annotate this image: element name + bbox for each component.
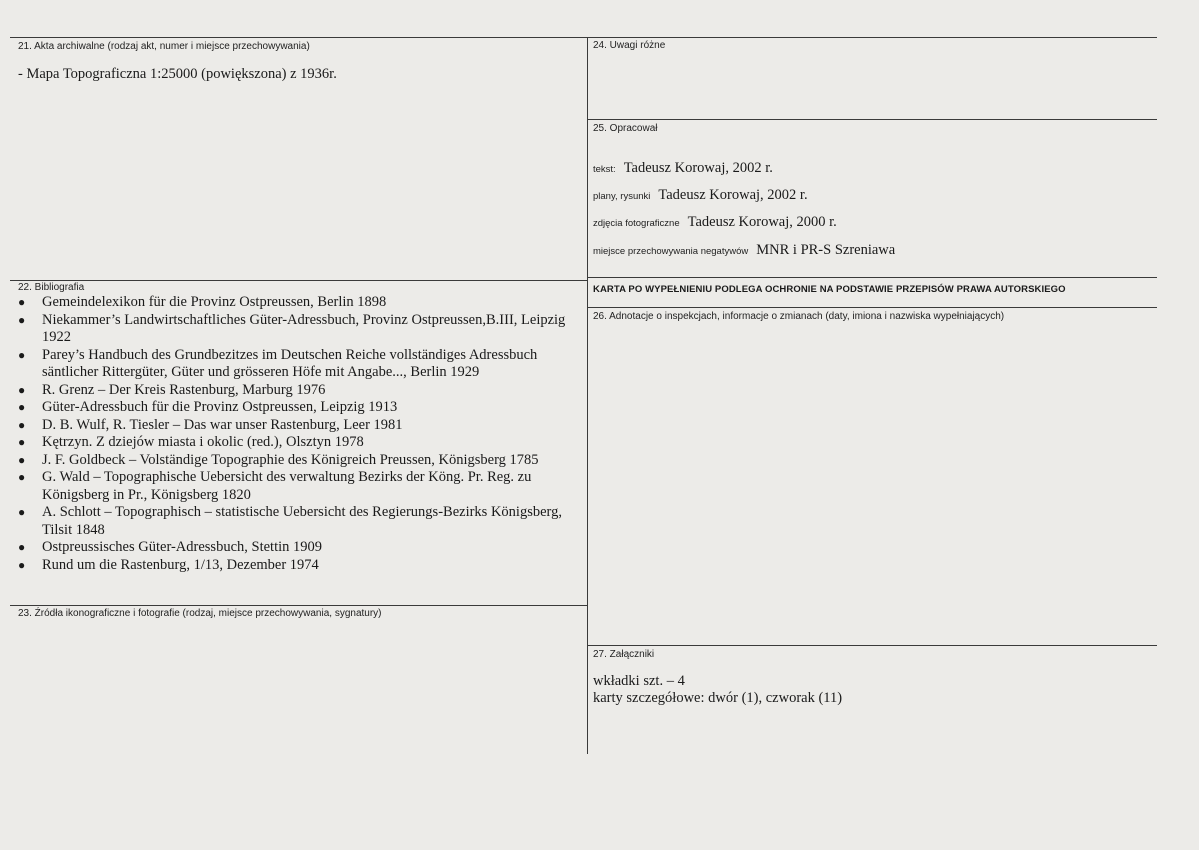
- list-item: ● J. F. Goldbeck – Volständige Topographie des Königreich Preussen, Königsberg 1785: [18, 451, 539, 468]
- attachments-line-2: karty szczegółowe: dwór (1), czworak (11): [593, 690, 843, 706]
- rule-21-22: [10, 280, 587, 281]
- bibliography-list: [18, 294, 588, 574]
- rule-22-23: [10, 605, 587, 606]
- rule-24-25: [587, 119, 1157, 120]
- list-item: ● Rund um die Rastenburg, 1/13, Dezember 1974: [18, 556, 319, 573]
- section-25-header: 25. Opracował: [593, 123, 658, 134]
- author-plans-label: plany, rysunki: [593, 191, 651, 202]
- section-26-header: 26. Adnotacje o inspekcjach, informacje o zmianach (daty, imiona i nazwiska wypełniających): [593, 311, 1005, 322]
- copyright-notice: KARTA PO WYPEŁNIENIU PODLEGA OCHRONIE NA PODSTAWIE PRZEPISÓW PRAWA AUTORSKIEGO: [593, 284, 1066, 295]
- negatives-location-row: [593, 242, 895, 259]
- top-rule: [10, 37, 1157, 38]
- section-24-header: 24. Uwagi różne: [593, 40, 666, 51]
- list-item: ● R. Grenz – Der Kreis Rastenburg, Marburg 1976: [18, 381, 326, 398]
- list-item: ● Kętrzyn. Z dziejów miasta i okolic (red.), Olsztyn 1978: [18, 434, 364, 450]
- negatives-location-value: MNR i PR-S Szreniawa: [756, 242, 896, 258]
- author-plans-value: Tadeusz Korowaj, 2002 r.: [658, 187, 808, 203]
- list-item: ● Gemeindelexikon für die Provinz Ostpreussen, Berlin 1898: [18, 294, 387, 310]
- list-item: ● A. Schlott – Topographisch – statistische Uebersicht des Regierungs-Bezirks Königsberg, Tilsit 1848: [18, 504, 562, 538]
- rule-26-27: [587, 645, 1157, 646]
- section-22-header: 22. Bibliografia: [18, 282, 85, 293]
- author-plans-row: [593, 187, 808, 204]
- list-item: ● Parey’s Handbuch des Grundbezitzes im Deutschen Reiche vollständiges Adressbuch säntlicher Rittergüter, Güter und grösseren Höfe mit Angabe..., Berlin 1929: [18, 346, 538, 380]
- author-text-value: Tadeusz Korowaj, 2002 r.: [623, 160, 773, 176]
- rule-notice-26: [587, 307, 1157, 308]
- list-item: ● G. Wald – Topographische Uebersicht des verwaltung Bezirks der Köng. Pr. Reg. zu Königsberg in Pr., Königsberg 1820: [18, 469, 532, 503]
- list-item: ● D. B. Wulf, R. Tiesler – Das war unser Rastenburg, Leer 1981: [18, 416, 403, 433]
- author-text-label: tekst:: [593, 164, 616, 175]
- attachments-line-1: wkładki szt. – 4: [593, 673, 685, 689]
- list-item: ● Güter-Adressbuch für die Provinz Ostpreussen, Leipzig 1913: [18, 399, 398, 415]
- section-23-header: 23. Źródła ikonograficzne i fotografie (rodzaj, miejsce przechowywania, sygnatury): [18, 608, 382, 619]
- section-27-header: 27. Załączniki: [593, 649, 655, 660]
- list-item: ● Ostpreussisches Güter-Adressbuch, Stettin 1909: [18, 539, 323, 555]
- negatives-location-label: miejsce przechowywania negatywów: [593, 246, 749, 257]
- section-21-header: 21. Akta archiwalne (rodzaj akt, numer i miejsce przechowywania): [18, 41, 310, 52]
- author-photos-value: Tadeusz Korowaj, 2000 r.: [687, 214, 837, 230]
- rule-25-notice: [587, 277, 1157, 278]
- section-21-text: - Mapa Topograficzna 1:25000 (powiększona) z 1936r.: [18, 66, 337, 82]
- author-photos-row: [593, 214, 837, 231]
- author-text-row: [593, 160, 773, 177]
- author-photos-label: zdjęcia fotograficzne: [593, 218, 680, 229]
- list-item: ● Niekammer’s Landwirtschaftliches Güter-Adressbuch, Provinz Ostpreussen,B.III, Leipzig 1922: [18, 311, 566, 345]
